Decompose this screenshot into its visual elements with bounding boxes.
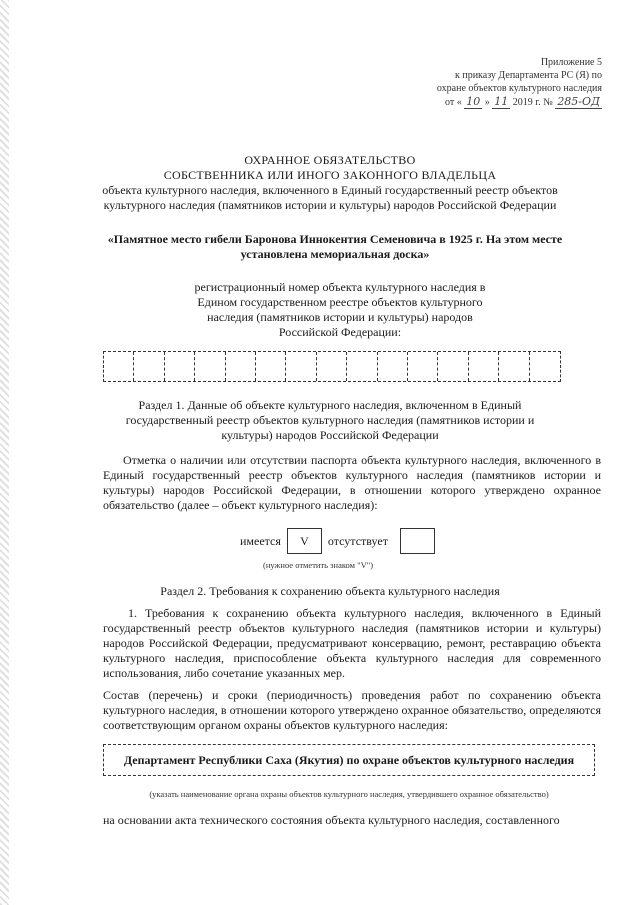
registration-cell[interactable] [530,352,560,381]
registration-cell[interactable] [286,352,316,381]
requirements-paragraph: 1. Требования к сохранению объекта культурного наследия, включенного в Единый государственный реестр объектов культурного наследия (памятников истории и культуры) народов Российской Федерации, предусматривают консервацию, ремонт, реставрацию объекта культурного наследия, приспособление объекта культурного наследия для современного использования, либо сочетание указанных мер. [103,606,601,680]
order-number: 285-ОД [557,95,600,108]
registration-label: регистрационный номер объекта культурного наследия в Едином государственном реестре объектов культурного наследия (памятников истории и культуры) народов Российской Федерации: [194,280,486,339]
section-1-heading: Раздел 1. Данные об объекте культурного наследия, включенном в Единый государственный реестр объектов культурного наследия (памятников истории и культуры) народов Российской Федерации [125,398,535,442]
absent-label: отсутствует [327,533,388,548]
authority-field: Департамент Республики Саха (Якутия) по охране объектов культурного наследия [103,744,595,776]
date-month: 11 [494,95,509,108]
present-label: имеется [240,533,281,548]
registration-number-grid[interactable] [103,351,561,382]
registration-cell[interactable] [195,352,225,381]
registration-cell[interactable] [165,352,195,381]
object-name: «Памятное место гибели Баронова Иннокентия Семеновича в 1925 г. На этом месте установлена мемориальная доска» [107,232,563,261]
registration-cell[interactable] [134,352,164,381]
date-year: 2019 г. № [512,97,553,108]
registration-cell[interactable] [347,352,377,381]
registration-cell[interactable] [226,352,256,381]
basis-paragraph: на основании акта технического состояния объекта культурного наследия, составленного [103,813,560,827]
works-composition-paragraph: Состав (перечень) и сроки (периодичность) проведения работ по сохранению объекта культурного наследия, в отношении которого утверждено охранное обязательство, определяются соответствующим органом охраны объектов культурного наследия: [103,688,601,732]
registration-cell[interactable] [104,352,134,381]
title-line-3: объекта культурного наследия, включенного в Единый государственный реестр объектов [102,183,558,197]
appendix-line-1: Приложение 5 [540,57,602,68]
title-line-1: ОХРАННОЕ ОБЯЗАТЕЛЬСТВО [244,153,416,167]
passport-selection [240,529,441,553]
registration-cell[interactable] [317,352,347,381]
date-mid: » [484,97,490,108]
appendix-line-2: к приказу Департамента РС (Я) по [454,70,602,81]
registration-cell[interactable] [408,352,438,381]
registration-cell[interactable] [499,352,529,381]
appendix-line-3: охране объектов культурного наследия [436,83,602,94]
appendix-date-line [372,95,602,109]
absent-checkbox[interactable] [400,528,435,554]
present-checkbox[interactable]: V [287,528,322,554]
title-line-4: культурного наследия (памятников истории и культуры) народов Российской Федерации [103,198,557,212]
registration-cell[interactable] [469,352,499,381]
document-title [70,153,590,213]
registration-cell[interactable] [438,352,468,381]
date-day: 10 [466,95,481,108]
title-line-2: СОБСТВЕННИКА ИЛИ ИНОГО ЗАКОННОГО ВЛАДЕЛЬЦА [163,168,497,182]
date-prefix: от « [445,97,462,108]
passport-paragraph: Отметка о наличии или отсутствии паспорта объекта культурного наследия, включенного в Единый государственный реестр объектов культурного наследия (памятников истории и культуры) народов Российской Федерации, в отношении которого утверждено охранное обязательство (далее – объект культурного наследия): [103,453,601,512]
authority-note: (указать наименование органа охраны объектов культурного наследия, утвердившего охранное обязательство) [149,789,549,799]
section-2-heading: Раздел 2. Требования к сохранению объекта культурного наследия [160,584,500,598]
registration-cell[interactable] [378,352,408,381]
passport-note: (нужное отметить знаком "V") [263,560,374,570]
appendix-header [372,56,602,109]
registration-cell[interactable] [256,352,286,381]
scan-edge-pattern [0,0,9,905]
